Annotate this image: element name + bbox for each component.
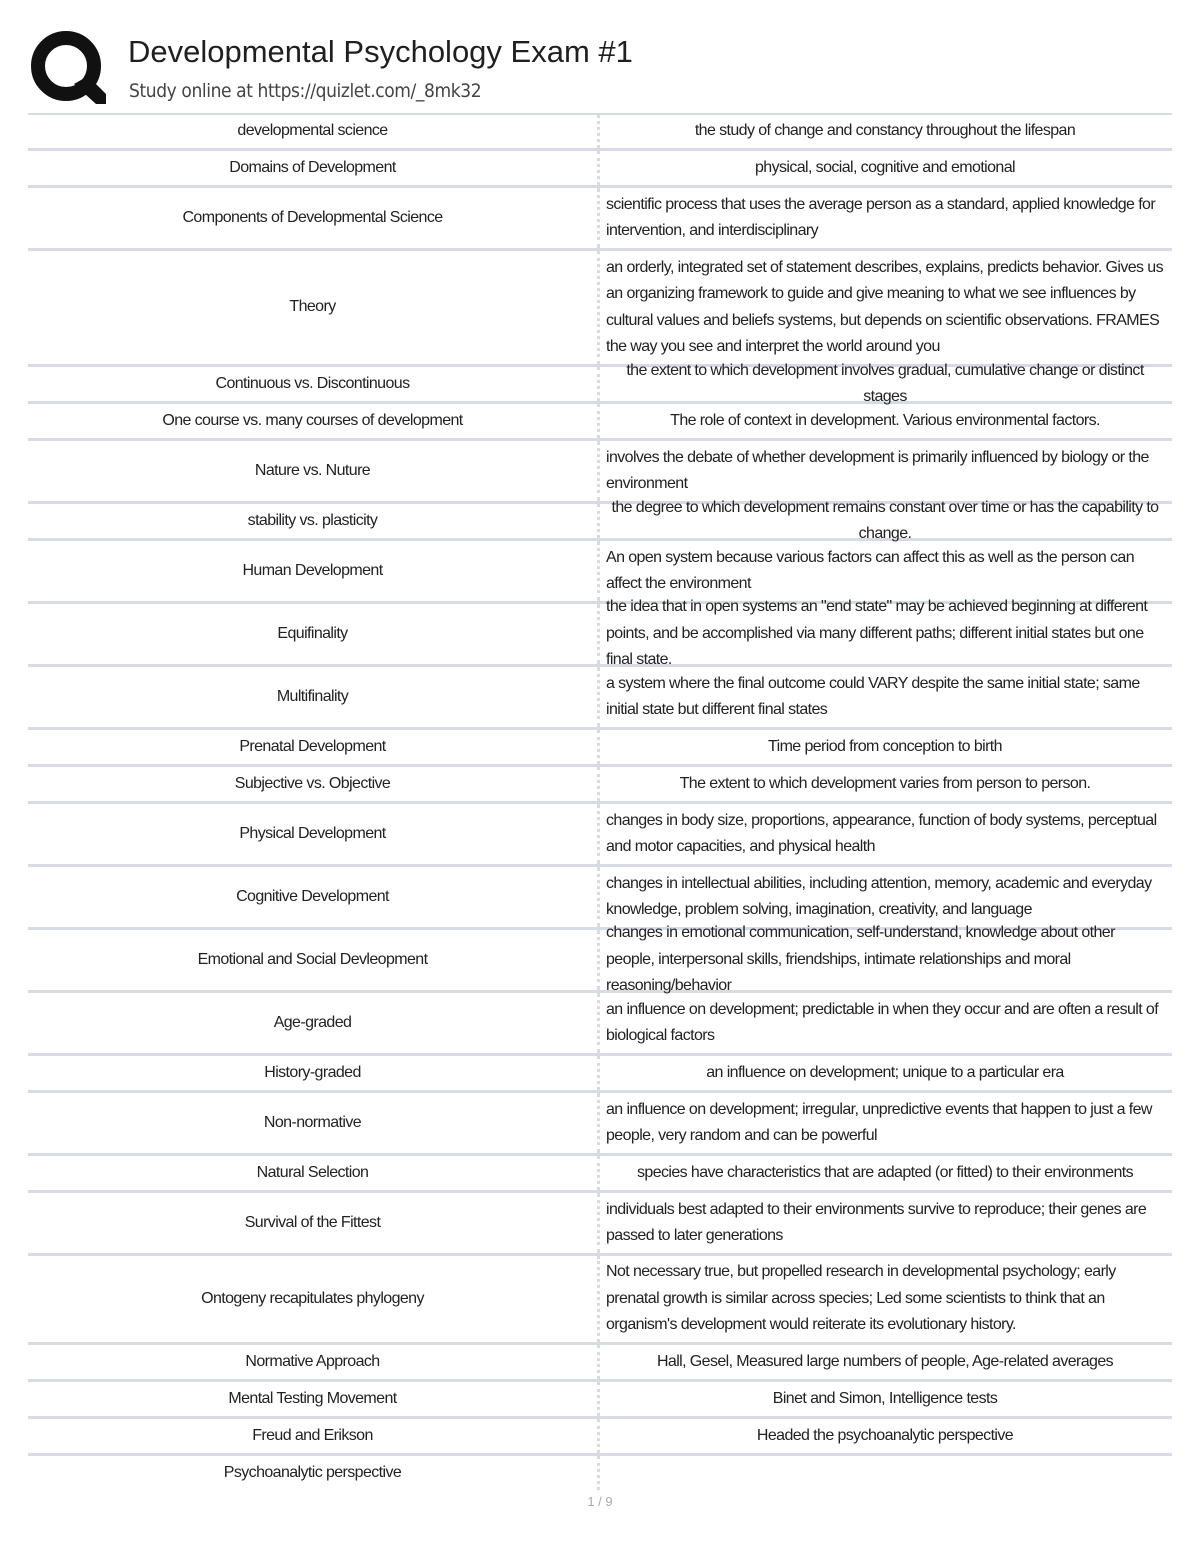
term-cell (28, 993, 597, 1053)
term-text: Continuous vs. Discontinuous (215, 374, 410, 392)
definition-text: the degree to which development remains constant over time or has the capability to change. (611, 498, 1159, 542)
definition-cell (597, 1093, 1172, 1153)
term-text: One course vs. many courses of development (162, 411, 463, 429)
definition-text: an influence on development; predictable in when they occur and are often a result of biological factors (606, 1000, 1159, 1044)
table-row (28, 361, 1172, 405)
page-title: Developmental Psychology Exam #1 (128, 34, 633, 69)
definition-text: Hall, Gesel, Measured large numbers of people, Age-related averages (656, 1352, 1114, 1370)
term-text: Physical Development (239, 824, 386, 842)
table-row (28, 151, 1172, 188)
table-row (28, 1382, 1172, 1419)
definition-text: the extent to which development involves gradual, cumulative change or distinct stages (626, 361, 1144, 405)
definition-text: Not necessary true, but propelled research in developmental psychology; early prenatal growth is similar across species; Led some scientists to think that an organism's development would reiterate its evolutionary history. (606, 1263, 1116, 1334)
definition-text: changes in intellectual abilities, including attention, memory, academic and everyday knowledge, problem solving, imagination, creativity, and language (606, 874, 1152, 918)
term-cell (28, 1456, 597, 1490)
term-text: Domains of Development (229, 158, 396, 176)
definition-cell (597, 1256, 1172, 1342)
table-row (28, 1256, 1172, 1345)
page-number: 1 / 9 (587, 1494, 613, 1509)
definition-cell (597, 993, 1172, 1053)
table-row (28, 924, 1172, 995)
term-cell (28, 1256, 597, 1342)
definition-text: the study of change and constancy throughout the lifespan (694, 122, 1076, 140)
term-cell (28, 188, 597, 248)
definition-text: an influence on development; unique to a particular era (706, 1063, 1064, 1081)
definition-text: an orderly, integrated set of statement describes, explains, predicts behavior. Gives us an organizing framework to guide and give meaning to what we see influences by cultural values and beliefs systems, but depends on scientific observations. FRAMES the way you see and interpret the world around you (606, 258, 1163, 355)
definition-cell (597, 188, 1172, 248)
table-row (28, 498, 1172, 542)
term-cell (28, 541, 597, 601)
definition-cell (597, 541, 1172, 601)
term-cell (28, 115, 597, 148)
definition-cell (597, 1419, 1172, 1453)
term-text: Components of Developmental Science (182, 208, 443, 226)
table-row (28, 1156, 1172, 1193)
quizlet-logo-icon (30, 30, 106, 106)
term-text: Ontogeny recapitulates phylogeny (201, 1289, 424, 1307)
flashcard-table (28, 113, 1172, 1490)
definition-text: Headed the psychoanalytic perspective (756, 1426, 1014, 1444)
definition-text: The role of context in development. Various environmental factors. (670, 411, 1100, 429)
term-cell (28, 1419, 597, 1453)
table-row (28, 730, 1172, 767)
table-row (28, 1345, 1172, 1382)
definition-text: the idea that in open systems an "end state" may be achieved beginning at different points, and be accomplished via many different paths; different initial states but one final state. (606, 598, 1148, 669)
term-text: Freud and Erikson (252, 1426, 373, 1444)
term-cell (28, 604, 597, 664)
definition-cell (597, 404, 1172, 438)
definition-cell (597, 115, 1172, 148)
definition-cell (597, 1056, 1172, 1090)
table-row (28, 667, 1172, 730)
definition-cell (597, 361, 1172, 405)
term-text: Prenatal Development (239, 737, 386, 755)
term-text: Human Development (242, 561, 383, 579)
term-text: Nature vs. Nuture (254, 461, 371, 479)
definition-text: The extent to which development varies from person to person. (679, 774, 1091, 792)
definition-text: individuals best adapted to their environments survive to reproduce; their genes are passed to later generations (606, 1200, 1147, 1244)
term-text: Age-graded (273, 1013, 352, 1031)
table-row (28, 993, 1172, 1056)
table-row (28, 598, 1172, 669)
term-cell (28, 804, 597, 864)
definition-text: Time period from conception to birth (768, 737, 1002, 755)
term-text: Mental Testing Movement (228, 1389, 397, 1407)
term-cell (28, 767, 597, 801)
term-cell (28, 151, 597, 185)
table-row (28, 1419, 1172, 1456)
term-text: Multifinality (276, 687, 349, 705)
term-cell (28, 1093, 597, 1153)
term-text: Natural Selection (256, 1163, 369, 1181)
term-text: Cognitive Development (236, 887, 389, 905)
definition-cell (597, 1456, 1172, 1490)
definition-cell (597, 924, 1172, 995)
definition-cell (597, 1193, 1172, 1253)
definition-cell (597, 1382, 1172, 1416)
definition-text: scientific process that uses the average person as a standard, applied knowledge for intervention, and interdisciplinary (606, 195, 1156, 239)
definition-cell (597, 498, 1172, 542)
term-cell (28, 1056, 597, 1090)
term-cell (28, 1382, 597, 1416)
definition-text: changes in emotional communication, self-understand, knowledge about other people, interpersonal skills, friendships, intimate relationships and moral reasoning/behavior (606, 924, 1115, 995)
definition-cell (597, 767, 1172, 801)
term-cell (28, 1345, 597, 1379)
definition-cell (597, 730, 1172, 764)
study-online-link[interactable]: Study online at https://quizlet.com/_8mk32 (129, 80, 482, 102)
term-text: Normative Approach (245, 1352, 380, 1370)
term-text: Equifinality (277, 624, 348, 642)
term-text: Theory (289, 298, 336, 316)
term-cell (28, 441, 597, 501)
term-cell (28, 404, 597, 438)
definition-text: An open system because various factors can affect this as well as the person can affect the environment (606, 548, 1135, 592)
table-row (28, 1193, 1172, 1256)
term-text: Non-normative (263, 1113, 362, 1131)
definition-text: involves the debate of whether development is primarily influenced by biology or the environment (606, 448, 1149, 492)
term-text: Psychoanalytic perspective (223, 1463, 402, 1481)
term-text: Survival of the Fittest (244, 1213, 381, 1231)
definition-cell (597, 598, 1172, 669)
term-text: History-graded (264, 1063, 361, 1081)
term-cell (28, 367, 597, 401)
definition-cell (597, 441, 1172, 501)
table-row (28, 115, 1172, 151)
definition-cell (597, 251, 1172, 364)
table-row (28, 1056, 1172, 1093)
term-cell (28, 251, 597, 364)
term-text: stability vs. plasticity (247, 511, 378, 529)
definition-cell (597, 804, 1172, 864)
term-text: Subjective vs. Objective (234, 774, 391, 792)
definition-text: changes in body size, proportions, appearance, function of body systems, perceptual and motor capacities, and physical health (606, 811, 1157, 855)
term-cell (28, 1193, 597, 1253)
definition-cell (597, 867, 1172, 927)
term-cell (28, 667, 597, 727)
term-text: developmental science (237, 122, 388, 140)
table-row (28, 767, 1172, 804)
table-row (28, 1456, 1172, 1490)
term-cell (28, 1156, 597, 1190)
definition-cell (597, 667, 1172, 727)
definition-text: Binet and Simon, Intelligence tests (772, 1389, 998, 1407)
definition-cell (597, 1345, 1172, 1379)
definition-text: species have characteristics that are adapted (or fitted) to their environments (637, 1163, 1133, 1181)
term-cell (28, 504, 597, 538)
definition-cell (597, 151, 1172, 185)
term-cell (28, 930, 597, 990)
table-row (28, 1093, 1172, 1156)
definition-text: a system where the final outcome could VARY despite the same initial state; same initial state but different final states (606, 674, 1140, 718)
definition-text: an influence on development; irregular, unpredictive events that happen to just a few people, very random and can be powerful (606, 1100, 1152, 1144)
term-text: Emotional and Social Devleopment (197, 950, 428, 968)
table-row (28, 251, 1172, 367)
table-row (28, 404, 1172, 441)
term-cell (28, 867, 597, 927)
definition-text: physical, social, cognitive and emotional (754, 158, 1015, 176)
definition-cell (597, 1156, 1172, 1190)
page-header (30, 30, 1170, 110)
table-row (28, 804, 1172, 867)
table-row (28, 188, 1172, 251)
term-cell (28, 730, 597, 764)
